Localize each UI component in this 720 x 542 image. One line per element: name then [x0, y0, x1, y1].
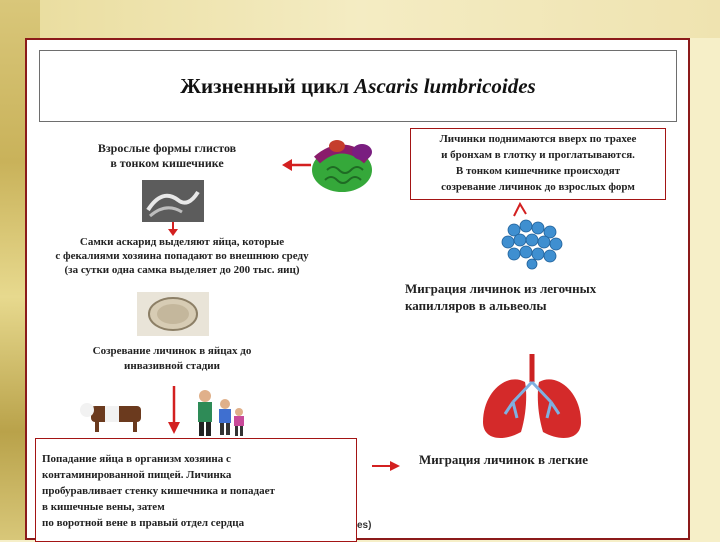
step-eggs-laid-line: (за сутки одна самка выделяет до 200 тыс. яиц) [64, 264, 300, 276]
step-larvae-up-line: и бронхам в глотку и проглатываются. [441, 149, 635, 161]
step-alveoli-migration [405, 280, 665, 314]
adult-worm-photo [142, 180, 204, 222]
lungs-icon [477, 352, 587, 444]
step-alveoli-migration-line: капилляров в альвеолы [405, 298, 547, 313]
step-larvae-up [411, 131, 665, 195]
people-icon [189, 388, 249, 438]
alveoli-icon [494, 200, 574, 270]
step-egg-maturation [57, 344, 287, 374]
title-species: Ascaris lumbricoides [354, 73, 536, 98]
step-lung-migration: Миграция личинок в легкие [419, 452, 588, 467]
truncated-fragment: es) [357, 520, 372, 531]
step-larvae-up-line: Личинки поднимаются вверх по трахее [439, 133, 637, 145]
step-egg-maturation-line: инвазивной стадии [124, 360, 220, 372]
step-adult-worms-line: в тонком кишечнике [110, 156, 224, 170]
slide-frame [25, 38, 690, 540]
arrow-to-intestine [282, 158, 312, 172]
arrow-to-lungs [372, 460, 400, 472]
step-ingestion-line: пробуравливает стенку кишечника и попадает [42, 485, 275, 497]
ingestion-box [35, 438, 357, 542]
intestine-icon [307, 130, 377, 196]
arrow-down-1 [167, 222, 179, 236]
step-eggs-laid-line: с фекалиями хозяина попадают во внешнюю среду [55, 250, 309, 262]
larvae-up-box [410, 128, 666, 200]
step-ingestion-line: Попадание яйца в организм хозяина с [42, 453, 231, 465]
step-alveoli-migration-line: Миграция личинок из легочных [405, 281, 597, 296]
step-ingestion-line: по воротной вене в правый отдел сердца [42, 517, 245, 529]
arrow-down-2 [167, 386, 181, 434]
step-ingestion-line: контаминированной пищей. Личинка [42, 469, 232, 481]
step-ingestion-line: в кишечные вены, затем [42, 501, 165, 513]
step-egg-maturation-line: Созревание личинок в яйцах до [92, 345, 252, 357]
step-adult-worms [67, 141, 267, 171]
background-stripe-top [0, 0, 720, 38]
step-larvae-up-line: В тонком кишечнике происходят [455, 165, 621, 177]
step-ingestion [42, 451, 352, 531]
title-box [39, 50, 677, 122]
step-eggs-laid [37, 235, 327, 277]
slide-title [180, 74, 535, 99]
title-prefix: Жизненный цикл [180, 73, 355, 98]
egg-photo [137, 292, 209, 336]
step-eggs-laid-line: Самки аскарид выделяют яйца, которые [79, 236, 285, 248]
step-adult-worms-line: Взрослые формы глистов [97, 141, 237, 155]
cattle-icon [77, 398, 157, 434]
step-larvae-up-line: созревание личинок до взрослых форм [441, 181, 635, 193]
